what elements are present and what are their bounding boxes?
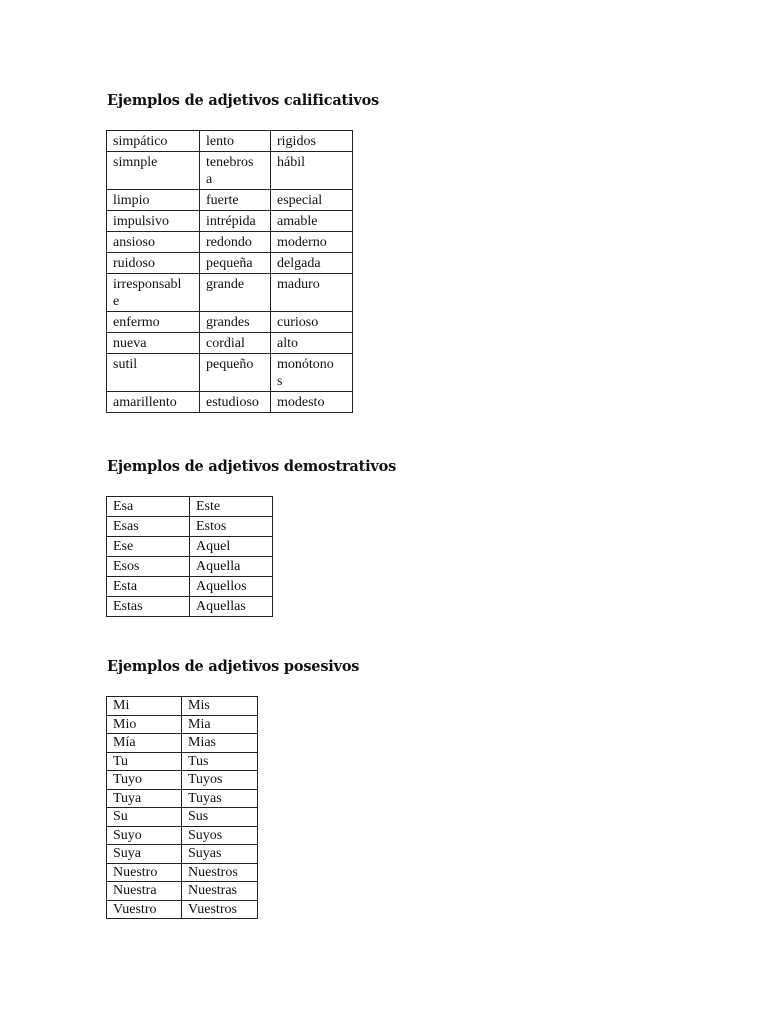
table-row	[107, 845, 258, 864]
calificativos-table-body	[107, 131, 353, 413]
table-row	[107, 863, 258, 882]
table-cell: ansioso	[107, 232, 200, 253]
table-cell: Mía	[107, 734, 182, 753]
calificativos-heading: Ejemplos de adjetivos calificativos	[107, 92, 380, 109]
table-cell: Nuestros	[182, 863, 258, 882]
table-cell: intrépida	[200, 211, 271, 232]
table-cell: Nuestra	[107, 882, 182, 901]
table-cell: enfermo	[107, 312, 200, 333]
table-cell: Mia	[182, 715, 258, 734]
table-row	[107, 808, 258, 827]
table-cell: estudioso	[200, 392, 271, 413]
table-cell: Aquellos	[190, 577, 273, 597]
table-cell: pequeña	[200, 253, 271, 274]
table-cell: Tus	[182, 752, 258, 771]
table-cell: delgada	[271, 253, 353, 274]
table-row	[107, 517, 273, 537]
table-cell: Mias	[182, 734, 258, 753]
table-cell: Nuestras	[182, 882, 258, 901]
table-cell: Estas	[107, 597, 190, 617]
table-cell: Este	[190, 497, 273, 517]
table-cell: limpio	[107, 190, 200, 211]
table-row	[107, 597, 273, 617]
table-cell: impulsivo	[107, 211, 200, 232]
table-row	[107, 697, 258, 716]
table-row	[107, 333, 353, 354]
table-row	[107, 274, 353, 312]
table-row	[107, 789, 258, 808]
table-cell: grande	[200, 274, 271, 312]
table-cell: Sus	[182, 808, 258, 827]
table-cell: hábil	[271, 152, 353, 190]
table-cell: Esta	[107, 577, 190, 597]
table-cell: Suyo	[107, 826, 182, 845]
table-cell: Tu	[107, 752, 182, 771]
table-cell: cordial	[200, 333, 271, 354]
table-cell: Mi	[107, 697, 182, 716]
table-cell: Suyos	[182, 826, 258, 845]
table-cell: sutil	[107, 354, 200, 392]
table-row	[107, 152, 353, 190]
table-row	[107, 557, 273, 577]
table-cell: lento	[200, 131, 271, 152]
posesivos-table-body	[107, 697, 258, 919]
table-row	[107, 392, 353, 413]
table-row	[107, 253, 353, 274]
table-cell: simnple	[107, 152, 200, 190]
table-row	[107, 131, 353, 152]
table-row	[107, 771, 258, 790]
table-cell: fuerte	[200, 190, 271, 211]
table-cell: curioso	[271, 312, 353, 333]
table-cell: Suya	[107, 845, 182, 864]
table-cell: Vuestro	[107, 900, 182, 919]
table-row	[107, 537, 273, 557]
table-cell: Mio	[107, 715, 182, 734]
table-cell: amarillento	[107, 392, 200, 413]
table-cell: tenebros a	[200, 152, 271, 190]
table-cell: pequeño	[200, 354, 271, 392]
table-cell: amable	[271, 211, 353, 232]
table-row	[107, 752, 258, 771]
table-cell: grandes	[200, 312, 271, 333]
table-row	[107, 312, 353, 333]
table-row	[107, 734, 258, 753]
table-cell: moderno	[271, 232, 353, 253]
demostrativos-heading: Ejemplos de adjetivos demostrativos	[107, 458, 397, 475]
table-cell: Esos	[107, 557, 190, 577]
table-cell: Aquella	[190, 557, 273, 577]
table-row	[107, 497, 273, 517]
table-cell: Aquel	[190, 537, 273, 557]
table-cell: Vuestros	[182, 900, 258, 919]
table-cell: Tuyas	[182, 789, 258, 808]
demostrativos-table-body	[107, 497, 273, 617]
table-cell: modesto	[271, 392, 353, 413]
table-cell: Aquellas	[190, 597, 273, 617]
table-cell: Tuya	[107, 789, 182, 808]
table-cell: alto	[271, 333, 353, 354]
table-row	[107, 577, 273, 597]
table-row	[107, 826, 258, 845]
table-cell: maduro	[271, 274, 353, 312]
table-cell: ruidoso	[107, 253, 200, 274]
table-cell: Nuestro	[107, 863, 182, 882]
table-cell: Ese	[107, 537, 190, 557]
table-cell: nueva	[107, 333, 200, 354]
table-cell: redondo	[200, 232, 271, 253]
posesivos-table	[106, 696, 258, 919]
demostrativos-table	[106, 496, 273, 617]
table-row	[107, 354, 353, 392]
table-cell: Suyas	[182, 845, 258, 864]
table-cell: irresponsabl e	[107, 274, 200, 312]
posesivos-heading: Ejemplos de adjetivos posesivos	[107, 658, 360, 675]
table-cell: Tuyo	[107, 771, 182, 790]
table-cell: Estos	[190, 517, 273, 537]
table-cell: rigidos	[271, 131, 353, 152]
calificativos-table	[106, 130, 353, 413]
table-cell: Tuyos	[182, 771, 258, 790]
table-row	[107, 232, 353, 253]
table-cell: Esas	[107, 517, 190, 537]
table-row	[107, 900, 258, 919]
table-cell: Su	[107, 808, 182, 827]
table-row	[107, 190, 353, 211]
table-row	[107, 211, 353, 232]
table-cell: monótono s	[271, 354, 353, 392]
table-cell: especial	[271, 190, 353, 211]
table-cell: simpático	[107, 131, 200, 152]
table-cell: Mis	[182, 697, 258, 716]
table-row	[107, 715, 258, 734]
table-row	[107, 882, 258, 901]
table-cell: Esa	[107, 497, 190, 517]
